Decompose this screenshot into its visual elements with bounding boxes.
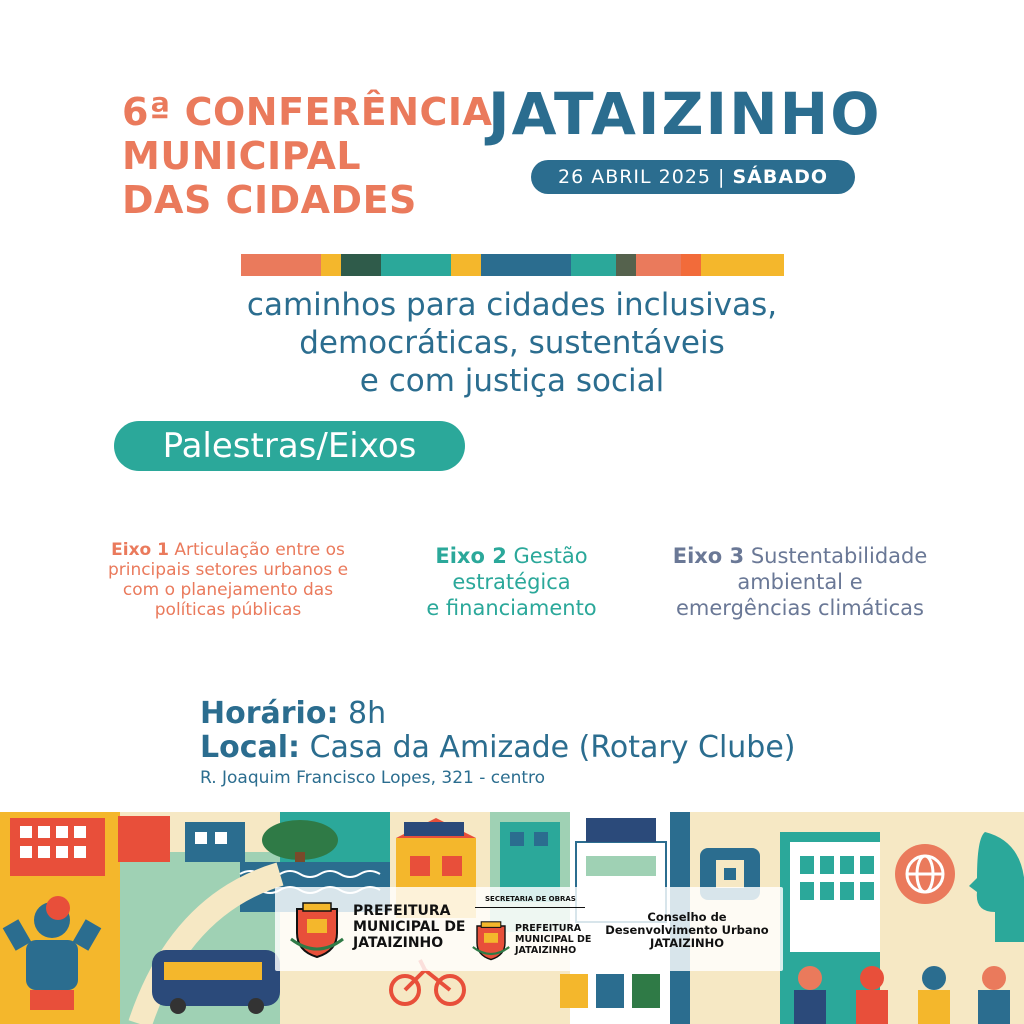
globe-icon — [895, 844, 955, 904]
city-name: JATAIZINHO — [488, 80, 882, 148]
horario-value: 8h — [338, 696, 387, 731]
pm-line-2: MUNICIPAL DE — [353, 919, 466, 935]
bus-icon — [152, 950, 280, 1014]
eixo-1-line-2: principais setores urbanos e — [107, 560, 349, 580]
local-label: Local: — [200, 730, 301, 765]
strip-segment — [321, 254, 341, 276]
pm2-line-1: PREFEITURA — [515, 923, 582, 934]
eixo-3-line-2: ambiental e — [737, 570, 863, 594]
eixo-1-line-3: com o planejamento das — [122, 580, 334, 600]
title-line-2: MUNICIPAL — [122, 134, 362, 178]
date-badge — [531, 160, 855, 194]
eixo-1-line-1: Articulação entre os — [168, 540, 345, 560]
strip-segment — [451, 254, 481, 276]
strip-segment — [571, 254, 616, 276]
conference-title — [122, 90, 492, 222]
eixo-3 — [654, 543, 946, 621]
horario-label: Horário: — [200, 696, 339, 731]
horario — [200, 696, 386, 731]
eixo-3-label: Eixo 3 — [672, 544, 745, 568]
eixo-3-line-3: emergências climáticas — [676, 596, 924, 620]
strip-segment — [481, 254, 571, 276]
eixo-1-line-4: políticas públicas — [154, 600, 302, 620]
jataizinho-coat-of-arms-icon — [289, 899, 345, 959]
strip-segment — [616, 254, 636, 276]
recycle-bins-icon — [560, 974, 660, 1008]
tagline-line-2: democráticas, sustentáveis — [299, 325, 725, 361]
pm-line-1: PREFEITURA — [353, 903, 451, 919]
strip-segment — [381, 254, 451, 276]
eixo-3-line-1: Sustentabilidade — [744, 544, 928, 568]
tagline-line-1: caminhos para cidades inclusivas, — [246, 287, 778, 323]
prefeitura-logo-text — [353, 903, 466, 951]
color-strip — [241, 254, 784, 276]
eixo-2-line-1: Gestão — [506, 544, 588, 568]
secretaria-label: SECRETARIA DE OBRAS — [485, 895, 576, 903]
local-value: Casa da Amizade (Rotary Clube) — [300, 730, 796, 765]
strip-segment — [341, 254, 381, 276]
address: R. Joaquim Francisco Lopes, 321 - centro — [200, 768, 546, 788]
local — [200, 730, 796, 765]
building-icon — [10, 818, 105, 876]
pm2-line-2: MUNICIPAL DE — [515, 934, 592, 945]
sponsor-logos — [275, 887, 783, 971]
strip-segment — [701, 254, 784, 276]
conselho-line-1: Conselho de — [647, 910, 727, 924]
date-text: 26 ABRIL 2025 | — [557, 166, 733, 188]
strip-segment — [681, 254, 701, 276]
eixo-2-line-3: e financiamento — [426, 596, 597, 620]
title-line-1: 6ª CONFERÊNCIA — [122, 90, 493, 134]
secretaria-logo-text — [515, 923, 591, 956]
eixo-2-label: Eixo 2 — [435, 544, 507, 568]
tagline — [190, 286, 834, 400]
pm2-line-3: JATAIZINHO — [515, 945, 577, 956]
eixo-2-line-2: estratégica — [452, 570, 571, 594]
strip-segment — [636, 254, 681, 276]
strip-segment — [241, 254, 321, 276]
eixo-1 — [92, 540, 364, 620]
weekday-text: SÁBADO — [732, 166, 828, 188]
title-line-3: DAS CIDADES — [122, 178, 417, 222]
eixo-2 — [404, 543, 619, 621]
eixo-1-label: Eixo 1 — [111, 540, 169, 560]
conselho-line-2: Desenvolvimento Urbano — [605, 923, 769, 937]
tagline-line-3: e com justiça social — [359, 363, 665, 399]
jataizinho-coat-of-arms-icon — [471, 919, 511, 961]
pm-line-3: JATAIZINHO — [353, 935, 444, 951]
palestras-badge: Palestras/Eixos — [114, 421, 465, 471]
conselho-logo-text — [597, 911, 777, 950]
conselho-line-3: JATAIZINHO — [649, 936, 725, 950]
divider — [475, 907, 585, 908]
